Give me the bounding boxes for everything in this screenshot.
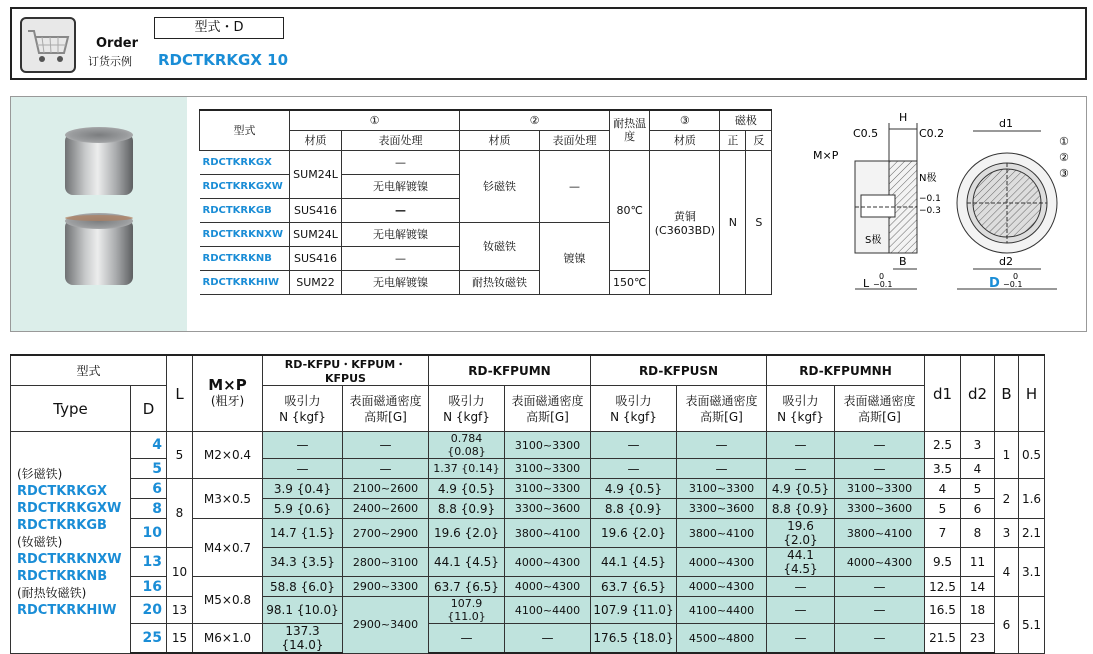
type-model: RDCTKRKGX — [17, 483, 108, 499]
cell-flux-c: 4100~4400 — [677, 597, 767, 624]
spec-mat: SUS416 — [290, 198, 342, 222]
header-force-b — [429, 386, 505, 432]
cell-H: 3.1 — [1019, 548, 1045, 597]
cell-force-c: 19.6 {2.0} — [591, 519, 677, 548]
spec-surf2-ni: 镀镍 — [540, 222, 610, 294]
spec-surf: — — [342, 198, 460, 222]
spec-temp-80: 80℃ — [610, 150, 650, 270]
header-heat: 耐热温度 — [610, 110, 650, 150]
header-surface: 表面处理 — [342, 130, 460, 150]
force-unit: N {kgf} — [610, 409, 657, 424]
header-flux-d — [835, 386, 925, 432]
cell-force-d: — — [767, 577, 835, 597]
type-model: RDCTKRKNB — [17, 568, 108, 584]
type-model: RDCTKRKHIW — [17, 602, 117, 618]
header-pos: 正 — [720, 130, 746, 150]
header-polarity: 磁极 — [720, 110, 772, 130]
spec-brass-label: 黄铜 — [673, 209, 696, 223]
cell-d2: 23 — [961, 624, 995, 654]
row-mxp: M6×1.0 — [193, 624, 263, 654]
material-spec-table — [199, 109, 772, 295]
cell-flux-d: — — [835, 624, 925, 654]
type-group-hnd: (耐热钕磁铁) — [17, 585, 87, 600]
cell-flux-c: 3300~3600 — [677, 499, 767, 519]
force-unit: N {kgf} — [777, 409, 824, 424]
spec-surf: — — [342, 150, 460, 174]
spec-model: RDCTKRKHIW — [200, 270, 290, 294]
spec-mat: SUM24L — [290, 222, 342, 246]
type-list — [11, 432, 131, 654]
header-type: 型式 — [200, 110, 290, 150]
dim-L: L — [863, 277, 870, 290]
row-L: 15 — [167, 624, 193, 654]
dim-B: B — [899, 255, 907, 268]
cell-flux-c: 4000~4300 — [677, 548, 767, 577]
cell-B: 6 — [995, 597, 1019, 654]
row-L: 5 — [167, 432, 193, 479]
callout-3: ③ — [1059, 167, 1069, 180]
header-B: B — [995, 355, 1019, 432]
spec-magnet-hnd: 耐热钕磁铁 — [460, 270, 540, 294]
row-D: 8 — [131, 499, 167, 519]
spec-model: RDCTKRKGB — [200, 198, 290, 222]
order-label: Order — [96, 36, 138, 51]
header-material: 材质 — [290, 130, 342, 150]
spec-magnet-nd: 钕磁铁 — [460, 222, 540, 270]
spec-model: RDCTKRKGXW — [200, 174, 290, 198]
row-L: 8 — [167, 479, 193, 548]
type-model: RDCTKRKGXW — [17, 500, 122, 516]
flux-label: 表面磁通密度 — [685, 393, 758, 408]
cell-flux-a: 2700~2900 — [343, 519, 429, 548]
flux-unit: 高斯[G] — [364, 409, 407, 424]
header-material-3: 材质 — [650, 130, 720, 150]
spec-surf2: — — [540, 150, 610, 222]
order-code: RDCTKRKGX 10 — [158, 51, 289, 69]
flux-label: 表面磁通密度 — [511, 393, 584, 408]
magnet-cylinder-image — [65, 133, 133, 195]
cell-flux-a: 2900~3300 — [343, 577, 429, 597]
row-D: 25 — [131, 624, 167, 654]
header-mxp-sub: (粗牙) — [210, 394, 245, 408]
row-mxp: M5×0.8 — [193, 577, 263, 624]
row-D: 10 — [131, 519, 167, 548]
cell-d2: 18 — [961, 597, 995, 624]
header-H: H — [1019, 355, 1045, 432]
dim-n-pole: N极 — [919, 173, 937, 184]
cell-d1: 7 — [925, 519, 961, 548]
dim-mxp: M×P — [813, 149, 839, 162]
cell-flux-a: 2100~2600 — [343, 479, 429, 499]
dimension-diagram — [807, 103, 1082, 329]
cell-flux-d: 3300~3600 — [835, 499, 925, 519]
spec-surf: 无电解镀镍 — [342, 270, 460, 294]
cell-B: 2 — [995, 479, 1019, 519]
cell-force-b: 8.8 {0.9} — [429, 499, 505, 519]
flux-label: 表面磁通密度 — [843, 393, 916, 408]
dim-d1: d1 — [999, 117, 1013, 130]
cell-flux-b: 3100~3300 — [505, 479, 591, 499]
cell-force-b: 107.9 {11.0} — [429, 597, 505, 624]
cell-d2: 3 — [961, 432, 995, 459]
cell-H: 5.1 — [1019, 597, 1045, 654]
force-label: 吸引力 — [448, 393, 485, 408]
header-force-a — [263, 386, 343, 432]
callout-1: ① — [1059, 135, 1069, 148]
order-sublabel: 订货示例 — [88, 55, 132, 68]
header-neg: 反 — [746, 130, 772, 150]
cell-force-b: 1.37 {0.14} — [429, 459, 505, 479]
type-model: RDCTKRKGB — [17, 517, 107, 533]
cell-flux-a: 2900~3400 — [343, 597, 429, 654]
header-D: D — [131, 386, 167, 432]
cell-force-b: — — [429, 624, 505, 654]
cell-d1: 3.5 — [925, 459, 961, 479]
callout-2: ② — [1059, 151, 1069, 164]
cell-flux-a: 2800~3100 — [343, 548, 429, 577]
cell-flux-d: 3800~4100 — [835, 519, 925, 548]
cell-flux-d: 4000~4300 — [835, 548, 925, 577]
header-flux-a — [343, 386, 429, 432]
cell-flux-a: — — [343, 459, 429, 479]
cell-force-d: — — [767, 432, 835, 459]
cell-force-d: 8.8 {0.9} — [767, 499, 835, 519]
header-force-c — [591, 386, 677, 432]
specification-table — [10, 354, 1045, 654]
front-view — [957, 117, 1069, 291]
row-mxp: M4×0.7 — [193, 519, 263, 577]
cell-d1: 12.5 — [925, 577, 961, 597]
dim-D-tol-top: 0 — [1013, 272, 1019, 281]
row-D: 13 — [131, 548, 167, 577]
row-D: 6 — [131, 479, 167, 499]
cell-force-a: 98.1 {10.0} — [263, 597, 343, 624]
spec-model: RDCTKRKGX — [200, 150, 290, 174]
spec-surf: 无电解镀镍 — [342, 174, 460, 198]
cell-force-a: 3.9 {0.4} — [263, 479, 343, 499]
row-D: 20 — [131, 597, 167, 624]
cell-d2: 4 — [961, 459, 995, 479]
cell-H: 2.1 — [1019, 519, 1045, 548]
cell-flux-c: — — [677, 459, 767, 479]
spec-neg: S — [746, 150, 772, 294]
cell-d1: 5 — [925, 499, 961, 519]
row-mxp: M2×0.4 — [193, 432, 263, 479]
type-group-nd: (钕磁铁) — [17, 534, 63, 549]
cell-B: 1 — [995, 432, 1019, 479]
cell-force-a: 5.9 {0.6} — [263, 499, 343, 519]
cell-force-d: — — [767, 459, 835, 479]
cell-flux-d: 3100~3300 — [835, 479, 925, 499]
cell-flux-a: 2400~2600 — [343, 499, 429, 519]
cell-d2: 11 — [961, 548, 995, 577]
header-L: L — [167, 355, 193, 432]
cell-force-d: 44.1 {4.5} — [767, 548, 835, 577]
cell-flux-b: 3800~4100 — [505, 519, 591, 548]
cell-force-a: 14.7 {1.5} — [263, 519, 343, 548]
cell-force-b: 44.1 {4.5} — [429, 548, 505, 577]
header-d2: d2 — [961, 355, 995, 432]
header-force-d — [767, 386, 835, 432]
row-L: 13 — [167, 597, 193, 624]
force-label: 吸引力 — [284, 393, 321, 408]
cell-force-a: — — [263, 432, 343, 459]
force-unit: N {kgf} — [279, 409, 326, 424]
dim-tol1: −0.1 — [919, 194, 941, 204]
dim-H: H — [899, 111, 908, 124]
header-flux-b — [505, 386, 591, 432]
product-photo — [11, 97, 187, 331]
cell-force-d: — — [767, 597, 835, 624]
cell-flux-d: — — [835, 459, 925, 479]
header-group-2: ② — [460, 110, 610, 130]
cell-force-a: 58.8 {6.0} — [263, 577, 343, 597]
cell-force-c: 44.1 {4.5} — [591, 548, 677, 577]
dim-c05: C0.5 — [853, 127, 879, 140]
cell-flux-c: 3800~4100 — [677, 519, 767, 548]
type-model: RDCTKRKNXW — [17, 551, 122, 567]
dim-L-tol: −0.1 — [873, 280, 893, 289]
cell-force-c: 107.9 {11.0} — [591, 597, 677, 624]
dim-s-pole: S极 — [865, 235, 882, 246]
cell-flux-b: 3100~3300 — [505, 459, 591, 479]
spec-pos: N — [720, 150, 746, 294]
dim-tol2: −0.3 — [919, 206, 941, 216]
cell-flux-d: — — [835, 597, 925, 624]
spec-brass — [650, 150, 720, 294]
header-type-cn: 型式 — [11, 355, 167, 386]
header-flux-c — [677, 386, 767, 432]
cell-flux-b: 3100~3300 — [505, 432, 591, 459]
cell-force-b: 0.784 {0.08} — [429, 432, 505, 459]
order-example-box — [10, 7, 1087, 80]
row-D: 4 — [131, 432, 167, 459]
spec-mat: SUM22 — [290, 270, 342, 294]
cell-B: 3 — [995, 519, 1019, 548]
cell-flux-b: 3300~3600 — [505, 499, 591, 519]
row-L: 10 — [167, 548, 193, 597]
spec-temp-150: 150℃ — [610, 270, 650, 294]
cell-flux-a: — — [343, 432, 429, 459]
cell-flux-b: — — [505, 624, 591, 654]
spec-brass-code: (C3603BD) — [654, 223, 715, 237]
cell-force-d: 19.6 {2.0} — [767, 519, 835, 548]
cell-flux-d: — — [835, 577, 925, 597]
cell-flux-d: — — [835, 432, 925, 459]
cell-flux-b: 4100~4400 — [505, 597, 591, 624]
flux-unit: 高斯[G] — [858, 409, 901, 424]
cell-d2: 6 — [961, 499, 995, 519]
cell-H: 1.6 — [1019, 479, 1045, 519]
cell-force-b: 19.6 {2.0} — [429, 519, 505, 548]
dim-D-tol: −0.1 — [1003, 280, 1023, 289]
cell-force-c: 8.8 {0.9} — [591, 499, 677, 519]
cell-d1: 4 — [925, 479, 961, 499]
cell-B: 4 — [995, 548, 1019, 597]
cell-d1: 9.5 — [925, 548, 961, 577]
dim-L-tol-top: 0 — [879, 272, 885, 281]
spec-magnet-sm: 钐磁铁 — [460, 150, 540, 222]
header-d1: d1 — [925, 355, 961, 432]
type-group-sm: (钐磁铁) — [17, 466, 63, 481]
cell-flux-c: — — [677, 432, 767, 459]
spec-mat: SUM24L — [290, 150, 342, 198]
cell-force-a: — — [263, 459, 343, 479]
force-label: 吸引力 — [615, 393, 652, 408]
shopping-cart-icon — [20, 17, 76, 73]
force-unit: N {kgf} — [443, 409, 490, 424]
header-material-2: 材质 — [460, 130, 540, 150]
dim-D: D — [989, 276, 1000, 291]
cell-H: 0.5 — [1019, 432, 1045, 479]
dim-c02: C0.2 — [919, 127, 945, 140]
cell-d2: 8 — [961, 519, 995, 548]
cell-flux-c: 3100~3300 — [677, 479, 767, 499]
header-mxp — [193, 355, 263, 432]
flux-label: 表面磁通密度 — [349, 393, 422, 408]
flux-unit: 高斯[G] — [526, 409, 569, 424]
cell-force-b: 4.9 {0.5} — [429, 479, 505, 499]
cell-force-a: 137.3 {14.0} — [263, 624, 343, 654]
header-group-c: RD-KFPUSN — [591, 355, 767, 386]
header-group-b: RD-KFPUMN — [429, 355, 591, 386]
cell-d2: 5 — [961, 479, 995, 499]
header-surface-2: 表面处理 — [540, 130, 610, 150]
header-group-d: RD-KFPUMNH — [767, 355, 925, 386]
cell-force-c: — — [591, 432, 677, 459]
cell-d1: 21.5 — [925, 624, 961, 654]
product-spec-panel — [10, 96, 1087, 332]
spec-surf: 无电解镀镍 — [342, 222, 460, 246]
spec-model: RDCTKRKNXW — [200, 222, 290, 246]
header-group-3: ③ — [650, 110, 720, 130]
cell-d1: 16.5 — [925, 597, 961, 624]
cell-d1: 2.5 — [925, 432, 961, 459]
cell-force-b: 63.7 {6.5} — [429, 577, 505, 597]
type-d-label: 型式・D — [154, 17, 284, 39]
cell-force-d: 4.9 {0.5} — [767, 479, 835, 499]
cell-force-a: 34.3 {3.5} — [263, 548, 343, 577]
header-mxp-label: M×P — [208, 376, 247, 394]
header-group-a: RD-KFPU・KFPUM・KFPUS — [263, 355, 429, 386]
row-D: 5 — [131, 459, 167, 479]
cell-force-c: — — [591, 459, 677, 479]
magnet-cylinder-image — [65, 219, 133, 285]
row-D: 16 — [131, 577, 167, 597]
header-type-en: Type — [11, 386, 131, 432]
cell-flux-b: 4000~4300 — [505, 548, 591, 577]
dim-d2: d2 — [999, 255, 1013, 268]
spec-surf: — — [342, 246, 460, 270]
side-view — [813, 111, 944, 290]
spec-mat: SUS416 — [290, 246, 342, 270]
spec-model: RDCTKRKNB — [200, 246, 290, 270]
cell-force-d: — — [767, 624, 835, 654]
cell-flux-b: 4000~4300 — [505, 577, 591, 597]
flux-unit: 高斯[G] — [700, 409, 743, 424]
cell-force-c: 4.9 {0.5} — [591, 479, 677, 499]
cell-force-c: 63.7 {6.5} — [591, 577, 677, 597]
cell-force-c: 176.5 {18.0} — [591, 624, 677, 654]
cell-flux-c: 4500~4800 — [677, 624, 767, 654]
force-label: 吸引力 — [782, 393, 819, 408]
cell-d2: 14 — [961, 577, 995, 597]
cell-flux-c: 4000~4300 — [677, 577, 767, 597]
row-mxp: M3×0.5 — [193, 479, 263, 519]
header-group-1: ① — [290, 110, 460, 130]
